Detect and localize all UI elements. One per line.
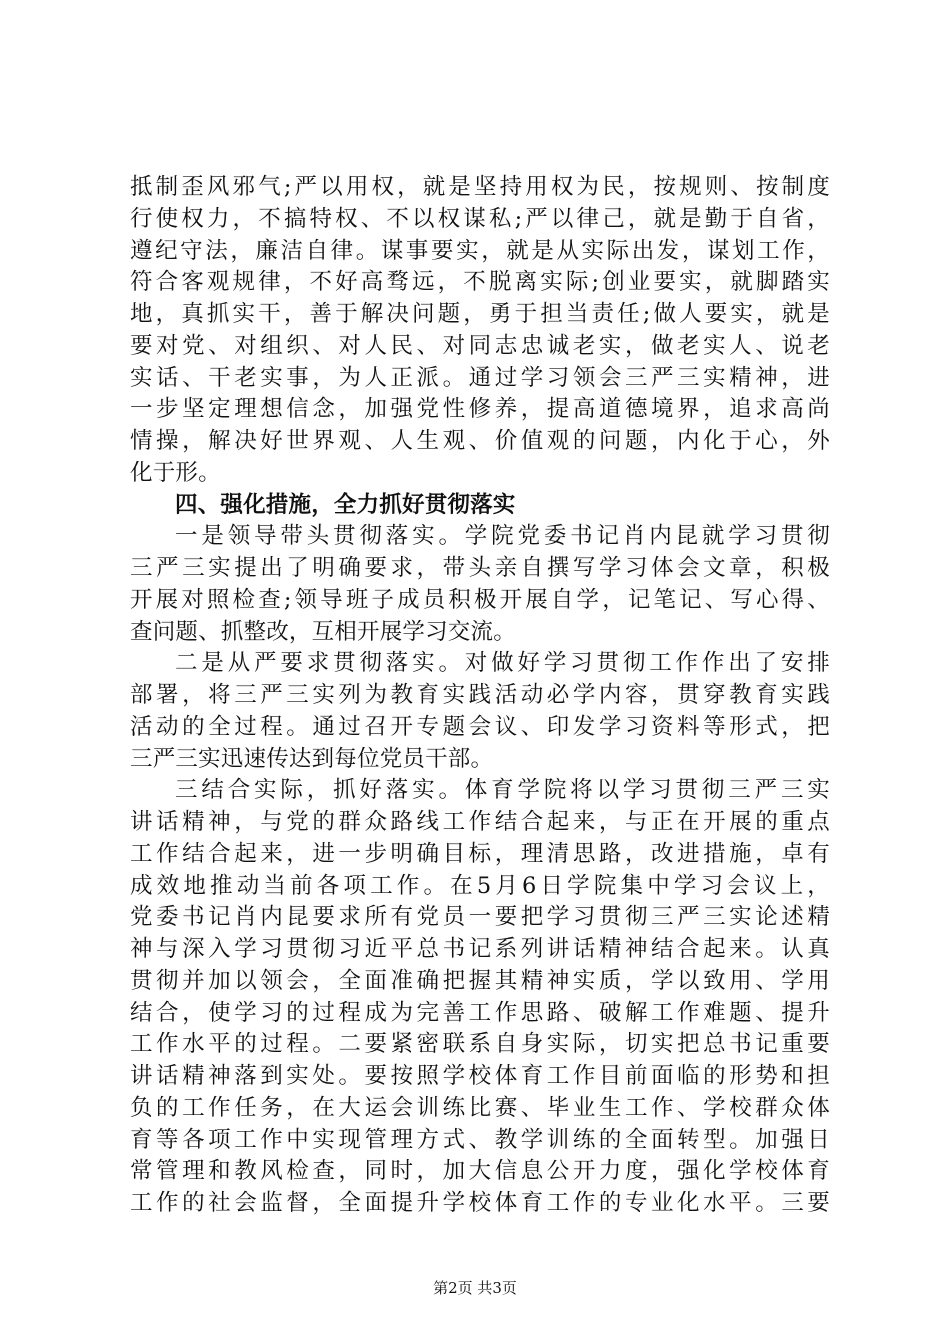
body-line: 要对党、对组织、对人民、对同志忠诚老实，做老实人、说老	[130, 332, 830, 359]
body-line: 活动的全过程。通过召开专题会议、印发学习资料等形式，把	[130, 713, 830, 740]
body-line: 实话、干老实事，为人正派。通过学习领会三严三实精神，进	[130, 364, 830, 391]
body-line: 抵制歪风邪气;严以用权，就是坚持用权为民，按规则、按制度	[130, 174, 830, 200]
body-line: 工作的社会监督，全面提升学校体育工作的专业化水平。三要	[130, 1190, 830, 1216]
document-body	[130, 172, 830, 1220]
body-line: 讲话精神落到实处。要按照学校体育工作目前面临的形势和担	[130, 1063, 830, 1089]
body-line: 一是领导带头贯彻落实。学院党委书记肖内昆就学习贯彻	[175, 523, 830, 550]
body-line: 工作结合起来，进一步明确目标，理清思路，改进措施，卓有	[130, 840, 830, 867]
body-line: 遵纪守法，廉洁自律。谋事要实，就是从实际出发，谋划工作，	[130, 237, 830, 264]
body-line: 育等各项工作中实现管理方式、教学训练的全面转型。加强日	[130, 1126, 830, 1153]
body-line: 符合客观规律，不好高骛远，不脱离实际;创业要实，就脚踏实	[130, 269, 830, 296]
body-line: 神与深入学习贯彻习近平总书记系列讲话精神结合起来。认真	[130, 936, 830, 962]
body-line: 化于形。	[130, 459, 221, 486]
body-line: 三严三实迅速传达到每位党员干部。	[130, 745, 494, 772]
body-line: 结合，使学习的过程成为完善工作思路、破解工作难题、提升	[130, 999, 830, 1026]
body-line: 查问题、抓整改，互相开展学习交流。	[130, 618, 516, 645]
body-line: 党委书记肖内昆要求所有党员一要把学习贯彻三严三实论述精	[130, 904, 830, 931]
page-number: 第2页 共3页	[433, 1279, 517, 1297]
body-line: 行使权力，不搞特权、不以权谋私;严以律己，就是勤于自省，	[130, 205, 830, 232]
body-line: 二是从严要求贯彻落实。对做好学习贯彻工作作出了安排	[175, 650, 830, 677]
body-line: 三结合实际，抓好落实。体育学院将以学习贯彻三严三实	[175, 777, 830, 804]
body-line: 三严三实提出了明确要求，带头亲自撰写学习体会文章，积极	[130, 555, 830, 581]
body-line: 常管理和教风检查，同时，加大信息公开力度，强化学校体育	[130, 1158, 830, 1185]
body-line: 负的工作任务，在大运会训练比赛、毕业生工作、学校群众体	[130, 1094, 830, 1121]
body-line: 情操，解决好世界观、人生观、价值观的问题，内化于心，外	[130, 428, 830, 454]
section-heading: 四、强化措施，全力抓好贯彻落实	[175, 491, 516, 518]
body-line: 贯彻并加以领会，全面准确把握其精神实质，学以致用、学用	[130, 967, 830, 994]
body-line: 工作水平的过程。二要紧密联系自身实际，切实把总书记重要	[130, 1031, 830, 1058]
body-line: 讲话精神，与党的群众路线工作结合起来，与正在开展的重点	[130, 809, 830, 835]
body-line: 开展对照检查;领导班子成员积极开展自学，记笔记、写心得、	[130, 586, 830, 613]
body-line: 成效地推动当前各项工作。在5月6日学院集中学习会议上，	[130, 872, 830, 899]
page-footer	[0, 1278, 950, 1298]
body-line: 一步坚定理想信念，加强党性修养，提高道德境界，追求高尚	[130, 396, 830, 423]
body-line: 部署，将三严三实列为教育实践活动必学内容，贯穿教育实践	[130, 682, 830, 708]
body-line: 地，真抓实干，善于解决问题，勇于担当责任;做人要实，就是	[130, 301, 830, 327]
